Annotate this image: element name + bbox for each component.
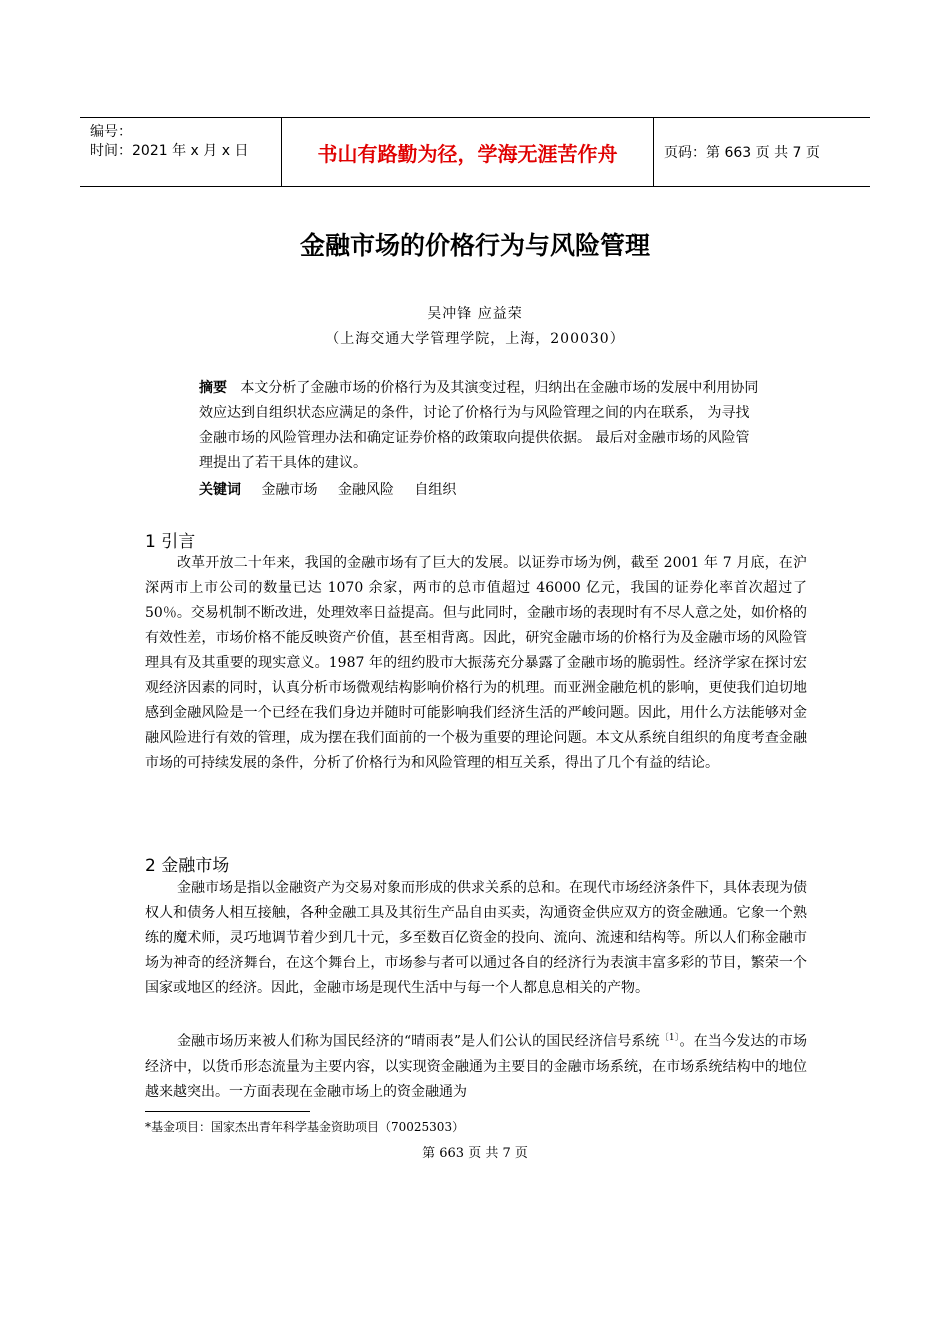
keyword: 自组织 [414,482,457,498]
abstract-label: 摘要 [199,380,227,396]
paragraph [145,1026,807,1105]
affiliation: （上海交通大学管理学院，上海，200030） [325,331,625,347]
section-heading: 2 金融市场 [145,856,230,876]
header-divider [653,118,654,186]
header-page-number: 页码：第 663 页 共 7 页 [664,145,820,161]
footnote-divider [145,1111,310,1112]
header-motto: 书山有路勤为径，学海无涯苦作舟 [317,141,618,166]
section-heading: 1 引言 [145,532,196,552]
time-label: 时间：2021 年 x 月 x 日 [90,143,249,159]
footnote: *基金项目：国家杰出青年科学基金资助项目（70025303） [145,1120,465,1134]
keyword: 金融市场 [261,482,318,498]
page-footer: 第 663 页 共 7 页 [422,1146,528,1161]
abstract-text: 本文分析了金融市场的价格行为及其演变过程，归纳出在金融市场的发展中利用协同效应达到自组织状态应满足的条件，讨论了价格行为与风险管理之间的内在联系， 为寻找金融市场的风险管理办法和确定证券价格的政策取向提供依据。 最后对金融市场的风险管理提出了若干具体的建议。 [199,380,759,471]
authors: 吴冲锋 应益荣 [427,306,523,322]
paragraph: 改革开放二十年来，我国的金融市场有了巨大的发展。以证券市场为例，截至 2001 年 7 月底，在沪深两市上市公司的数量已达 1070 余家，两市的总市值超过 46000 亿元，我国的证券化率首次超过了 50％。交易机制不断改进，处理效率日益提高。但与此同时，金融市场的表现时有不尽人意之处，如价格的有效性差，市场价格不能反映资产价值，甚至相背离。因此，研究金融市场的价格行为及金融市场的风险管理具有及其重要的现实意义。1987 年的纽约股市大振荡充分暴露了金融市场的脆弱性。经济学家在探讨宏观经济因素的同时，认真分析市场微观结构影响价格行为的机理。而亚洲金融危机的影响，更使我们迫切地感到金融风险是一个已经在我们身边并随时可能影响我们经济生活的严峻问题。因此，用什么方法能够对金融风险进行有效的管理，成为摆在我们面前的一个极为重要的理论问题。本文从系统自组织的角度考查金融市场的可持续发展的条件，分析了价格行为和风险管理的相互关系，得出了几个有益的结论。 [145,555,807,771]
keywords-label: 关键词 [199,482,241,498]
page-header [80,117,870,187]
number-label: 编号： [90,124,132,140]
abstract [199,376,759,476]
keyword: 金融风险 [337,482,394,498]
paragraph: 金融市场是指以金融资产为交易对象而形成的供求关系的总和。在现代市场经济条件下，具体表现为债权人和债务人相互接触，各种金融工具及其衍生产品自由买卖，沟通资金供应双方的资金融通。它象一个熟练的魔术师，灵巧地调节着少到几十元，多至数百亿资金的投向、流向、流速和结构等。所以人们称金融市场为神奇的经济舞台，在这个舞台上，市场参与者可以通过各自的经济行为表演丰富多彩的节目，繁荣一个国家或地区的经济。因此，金融市场是现代生活中与每一个人都息息相关的产物。 [145,880,807,996]
paper-title: 金融市场的价格行为与风险管理 [299,231,650,260]
paragraph-text: 。在当今发达的市场经济中，以货币形态流量为主要内容，以实现资金融通为主要目的金融市场系统，在市场系统结构中的地位越来越突出。一方面表现在金融市场上的资金融通为 [145,1033,808,1100]
header-meta [90,118,280,186]
keywords [199,478,472,503]
citation-marker: 〔1〕 [659,1033,680,1043]
paragraph-text: 金融市场历来被人们称为国民经济的“晴雨表”是人们公认的国民经济信号系统 [177,1033,660,1050]
